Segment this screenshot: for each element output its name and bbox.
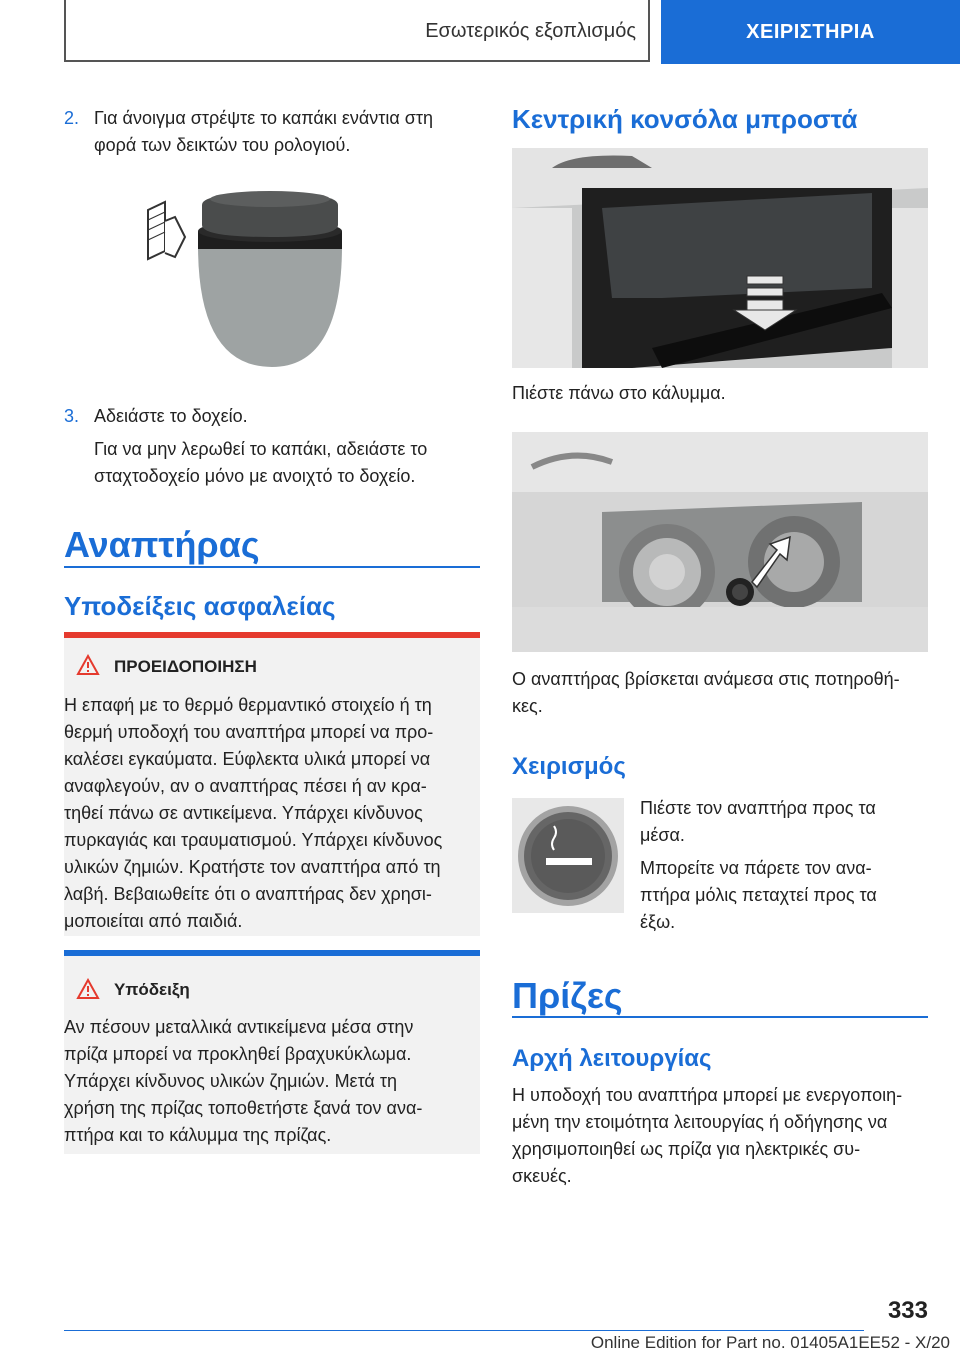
step-2-number: 2. [64,108,80,128]
note-triangle-icon [76,978,100,1000]
header-chapter-tab[interactable]: ΧΕΙΡΙΣΤΗΡΙΑ [661,0,960,64]
caption-press-cover: Πιέστε πάνω στο κάλυμμα. [512,383,726,403]
heading-sockets: Πρίζες [512,975,623,1016]
note-box [64,956,480,1154]
heading-rule [64,566,480,568]
footer-edition: Online Edition for Part no. 01405A1EE52 - X/20 [590,1333,950,1352]
warning-title: ΠΡΟΕΙΔΟΠΟΙΗΣΗ [114,657,257,676]
footer-rule [64,1330,864,1331]
heading-center-console: Κεντρική κονσόλα μπροστά [512,104,858,134]
heading-operating-principle: Αρχή λειτουργίας [512,1045,712,1072]
warning-text: Η επαφή με το θερμό θερμαντικό στοιχείο ή τη θερμή υποδοχή του αναπτήρα μπορεί να προ- καλέσει εγκαύματα. Εύφλεκτα υλικά μπορεί να αναφλεγούν, αν ο αναπτήρας πέσει ή αν κρα- τηθεί πάνω σε αντικείμενα. Υπάρχει κίνδυνος πυρκαγιάς και τραυματισμού. Υπάρχει κίνδυνος υλικών ζημιών. Κρατήστε τον αναπτήρα από τη λαβή. Βεβαιωθείτε ότι ο αναπτήρας δεν χρησι- μοποιείται από παιδιά. [64,695,443,931]
operation-text: Πιέστε τον αναπτήρα προς τα μέσα. Μπορείτε να πάρετε τον ανα- πτήρα μόλις πεταχτεί προς τα έξω. [640,798,877,932]
note-title: Υπόδειξη [114,980,190,999]
console-cover-photo [512,148,928,368]
note-text: Αν πέσουν μεταλλικά αντικείμενα μέσα στην πρίζα μπορεί να προκληθεί βραχυκύκλωμα. Υπάρχει κίνδυνος υλικών ζημιών. Μετά τη χρήση της πρίζας τοποθετήστε ξανά τον ανα- πτήρα και το κάλυμμα της πρίζας. [64,1017,423,1145]
sockets-rule [512,1016,928,1018]
cupholder-photo [512,432,928,652]
page-number: 333 [887,1297,928,1324]
warning-triangle-icon [76,654,100,676]
ashtray-illustration [140,185,350,370]
step-3-text: Αδειάστε το δοχείο. [94,406,248,426]
warning-box [64,638,480,936]
section-heading-lighter: Αναπτήρας [64,524,260,565]
header-section-title: Εσωτερικός εξοπλισμός [425,19,636,42]
turn-arrow-icon [148,202,185,259]
principle-text: Η υποδοχή του αναπτήρα μπορεί με ενεργοποιη- μένη την ετοιμότητα λειτουργίας ή οδήγησης να χρησιμοποιηθεί ως πρίζα για ηλεκτρικές συ- σκευές. [512,1085,903,1186]
step-3-number: 3. [64,406,80,426]
subheading-safety: Υποδείξεις ασφαλείας [64,591,336,621]
step-2-text: Για άνοιγμα στρέψτε το καπάκι ενάντια στη φορά των δεικτών του ρολογιού. [94,108,433,155]
heading-operation: Χειρισμός [512,753,626,780]
caption-lighter-location: Ο αναπτήρας βρίσκεται ανάμεσα στις ποτηροθή- κες. [512,669,900,716]
lighter-button-image [512,798,624,913]
step-3-note: Για να μην λερωθεί το καπάκι, αδειάστε το σταχτοδοχείο μόνο με ανοιχτό το δοχείο. [94,439,428,486]
